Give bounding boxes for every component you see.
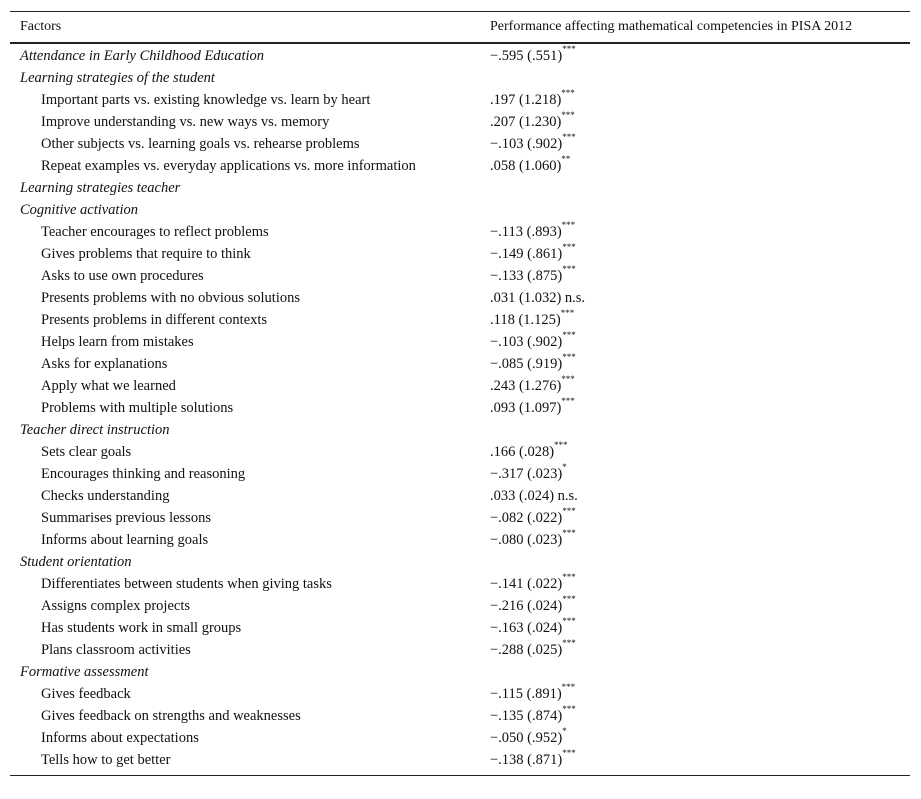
- performance-cell: [479, 725, 910, 747]
- performance-cell: [479, 395, 910, 417]
- factor-label: Asks to use own procedures: [41, 267, 204, 284]
- coefficient-value: .031 (1.032) n.s.: [490, 289, 586, 306]
- coefficient-value: −.138 (.871): [490, 751, 563, 768]
- significance-marker: ***: [561, 87, 575, 98]
- significance-marker: ***: [561, 373, 575, 384]
- performance-cell: [479, 461, 910, 483]
- coefficient-value: .166 (.028): [490, 443, 555, 460]
- category-row: [10, 177, 910, 199]
- table-row: [10, 331, 910, 353]
- coefficient-value: .243 (1.276): [490, 377, 562, 394]
- category-row: [10, 45, 910, 67]
- category-row: [10, 661, 910, 683]
- coefficient-value: −.163 (.024): [490, 619, 563, 636]
- table-row: [10, 309, 910, 331]
- coefficient-value: −.115 (.891): [490, 685, 562, 702]
- factor-label: Has students work in small groups: [41, 619, 242, 636]
- factor-label: Assigns complex projects: [41, 597, 191, 614]
- category-label: Teacher direct instruction: [20, 421, 170, 438]
- table-row: [10, 727, 910, 749]
- table-row: [10, 155, 910, 177]
- factor-label: Important parts vs. existing knowledge vs. learn by heart: [41, 91, 371, 108]
- category-row: [10, 199, 910, 221]
- performance-cell: [479, 593, 910, 615]
- significance-marker: ***: [560, 307, 575, 318]
- coefficient-value: .033 (.024) n.s.: [490, 487, 578, 504]
- factor-label: Differentiates between students when giving tasks: [41, 575, 332, 592]
- factor-label: Plans classroom activities: [41, 641, 191, 658]
- coefficient-value: .207 (1.230): [490, 113, 562, 130]
- significance-marker: ***: [561, 395, 575, 406]
- coefficient-value: −.288 (.025): [490, 641, 563, 658]
- significance-marker: ***: [562, 747, 576, 758]
- coefficient-value: .197 (1.218): [490, 91, 562, 108]
- table-row: [10, 705, 910, 727]
- coefficient-value: −.082 (.022): [490, 509, 563, 526]
- significance-marker: *: [562, 725, 567, 736]
- table-row: [10, 507, 910, 529]
- coefficient-value: −.133 (.875): [490, 267, 563, 284]
- table-body: [10, 44, 910, 775]
- table-row: [10, 133, 910, 155]
- table-row: [10, 441, 910, 463]
- table-row: [10, 617, 910, 639]
- factor-label: Gives problems that require to think: [41, 245, 251, 262]
- table-row: [10, 529, 910, 551]
- significance-marker: ***: [561, 109, 575, 120]
- coefficient-value: −.103 (.902): [490, 333, 563, 350]
- performance-cell: [479, 505, 910, 527]
- significance-marker: **: [561, 153, 571, 164]
- category-label: Cognitive activation: [20, 201, 138, 218]
- factor-label: Repeat examples vs. everyday applications vs. more information: [41, 157, 416, 174]
- table-row: [10, 639, 910, 661]
- category-label: Learning strategies of the student: [20, 69, 215, 86]
- performance-cell: [479, 488, 910, 505]
- factor-label: Informs about expectations: [41, 729, 199, 746]
- coefficient-value: −.103 (.902): [490, 135, 563, 152]
- table-row: [10, 573, 910, 595]
- table-row: [10, 463, 910, 485]
- significance-marker: ***: [562, 593, 576, 604]
- category-row: [10, 419, 910, 441]
- performance-cell: [479, 747, 910, 769]
- significance-marker: ***: [561, 219, 576, 230]
- significance-marker: ***: [554, 439, 568, 450]
- performance-cell: [479, 527, 910, 549]
- significance-marker: ***: [562, 241, 576, 252]
- factor-label: Gives feedback: [41, 685, 131, 702]
- significance-marker: *: [562, 461, 567, 472]
- category-label: Student orientation: [20, 553, 132, 570]
- table-row: [10, 111, 910, 133]
- factor-label: Helps learn from mistakes: [41, 333, 194, 350]
- factor-label: Informs about learning goals: [41, 531, 209, 548]
- table-row: [10, 595, 910, 617]
- significance-marker: ***: [562, 615, 576, 626]
- factor-label: Apply what we learned: [41, 377, 176, 394]
- significance-marker: ***: [562, 527, 576, 538]
- category-label: Formative assessment: [20, 663, 149, 680]
- significance-marker: ***: [562, 571, 576, 582]
- performance-cell: [479, 351, 910, 373]
- table-header: [10, 12, 910, 42]
- category-label: Attendance in Early Childhood Education: [20, 47, 265, 64]
- table-row: [10, 353, 910, 375]
- coefficient-value: .093 (1.097): [490, 399, 562, 416]
- coefficient-value: −.141 (.022): [490, 575, 563, 592]
- factor-label: Presents problems in different contexts: [41, 311, 268, 328]
- header-factors: Factors: [20, 19, 62, 34]
- significance-marker: ***: [562, 703, 576, 714]
- factor-label: Teacher encourages to reflect problems: [41, 223, 269, 240]
- coefficient-value: −.317 (.023): [490, 465, 563, 482]
- table-row: [10, 265, 910, 287]
- coefficient-value: −.149 (.861): [490, 245, 563, 262]
- performance-cell: [479, 153, 910, 175]
- performance-cell: [479, 43, 910, 65]
- significance-marker: ***: [562, 263, 576, 274]
- significance-marker: ***: [562, 505, 576, 516]
- significance-marker: ***: [562, 351, 576, 362]
- table-row: [10, 485, 910, 507]
- coefficient-value: −.216 (.024): [490, 597, 563, 614]
- factor-label: Problems with multiple solutions: [41, 399, 234, 416]
- factor-label: Other subjects vs. learning goals vs. rehearse problems: [41, 135, 360, 152]
- performance-cell: [479, 241, 910, 263]
- coefficient-value: −.135 (.874): [490, 707, 563, 724]
- performance-cell: [479, 219, 910, 241]
- coefficient-value: .118 (1.125): [490, 311, 561, 328]
- factor-label: Tells how to get better: [41, 751, 171, 768]
- factor-label: Summarises previous lessons: [41, 509, 211, 526]
- table-row: [10, 749, 910, 771]
- factor-label: Presents problems with no obvious solutions: [41, 289, 300, 306]
- coefficient-value: −.113 (.893): [490, 223, 562, 240]
- significance-marker: ***: [562, 637, 576, 648]
- table-row: [10, 375, 910, 397]
- significance-marker: ***: [562, 131, 576, 142]
- performance-cell: [479, 615, 910, 637]
- category-row: [10, 551, 910, 573]
- category-label: Learning strategies teacher: [20, 179, 181, 196]
- performance-cell: [479, 263, 910, 285]
- performance-cell: [479, 131, 910, 153]
- performance-cell: [479, 439, 910, 461]
- performance-cell: [479, 571, 910, 593]
- table-row: [10, 243, 910, 265]
- factor-label: Asks for explanations: [41, 355, 168, 372]
- coefficient-value: −.050 (.952): [490, 729, 563, 746]
- table-row: [10, 287, 910, 309]
- factor-label: Gives feedback on strengths and weaknesses: [41, 707, 301, 724]
- factor-label: Checks understanding: [41, 487, 170, 504]
- table-row: [10, 683, 910, 705]
- performance-cell: [479, 637, 910, 659]
- coefficient-value: −.085 (.919): [490, 355, 563, 372]
- performance-cell: [479, 373, 910, 395]
- significance-marker: ***: [562, 43, 576, 54]
- performance-cell: [479, 681, 910, 703]
- performance-cell: [479, 329, 910, 351]
- factor-label: Improve understanding vs. new ways vs. memory: [41, 113, 330, 130]
- significance-marker: ***: [562, 329, 576, 340]
- performance-cell: [479, 109, 910, 131]
- performance-cell: [479, 290, 910, 307]
- table-row: [10, 89, 910, 111]
- category-row: [10, 67, 910, 89]
- coefficient-value: −.595 (.551): [490, 47, 563, 64]
- table-row: [10, 221, 910, 243]
- performance-cell: [479, 87, 910, 109]
- coefficient-value: −.080 (.023): [490, 531, 563, 548]
- factor-label: Sets clear goals: [41, 443, 132, 460]
- performance-cell: [479, 307, 910, 329]
- results-table: [10, 11, 910, 776]
- coefficient-value: .058 (1.060): [490, 157, 562, 174]
- table-bottom-rule: [10, 775, 910, 776]
- header-performance: Performance affecting mathematical competencies in PISA 2012: [490, 19, 853, 34]
- table-row: [10, 397, 910, 419]
- significance-marker: ***: [561, 681, 576, 692]
- performance-cell: [479, 703, 910, 725]
- factor-label: Encourages thinking and reasoning: [41, 465, 246, 482]
